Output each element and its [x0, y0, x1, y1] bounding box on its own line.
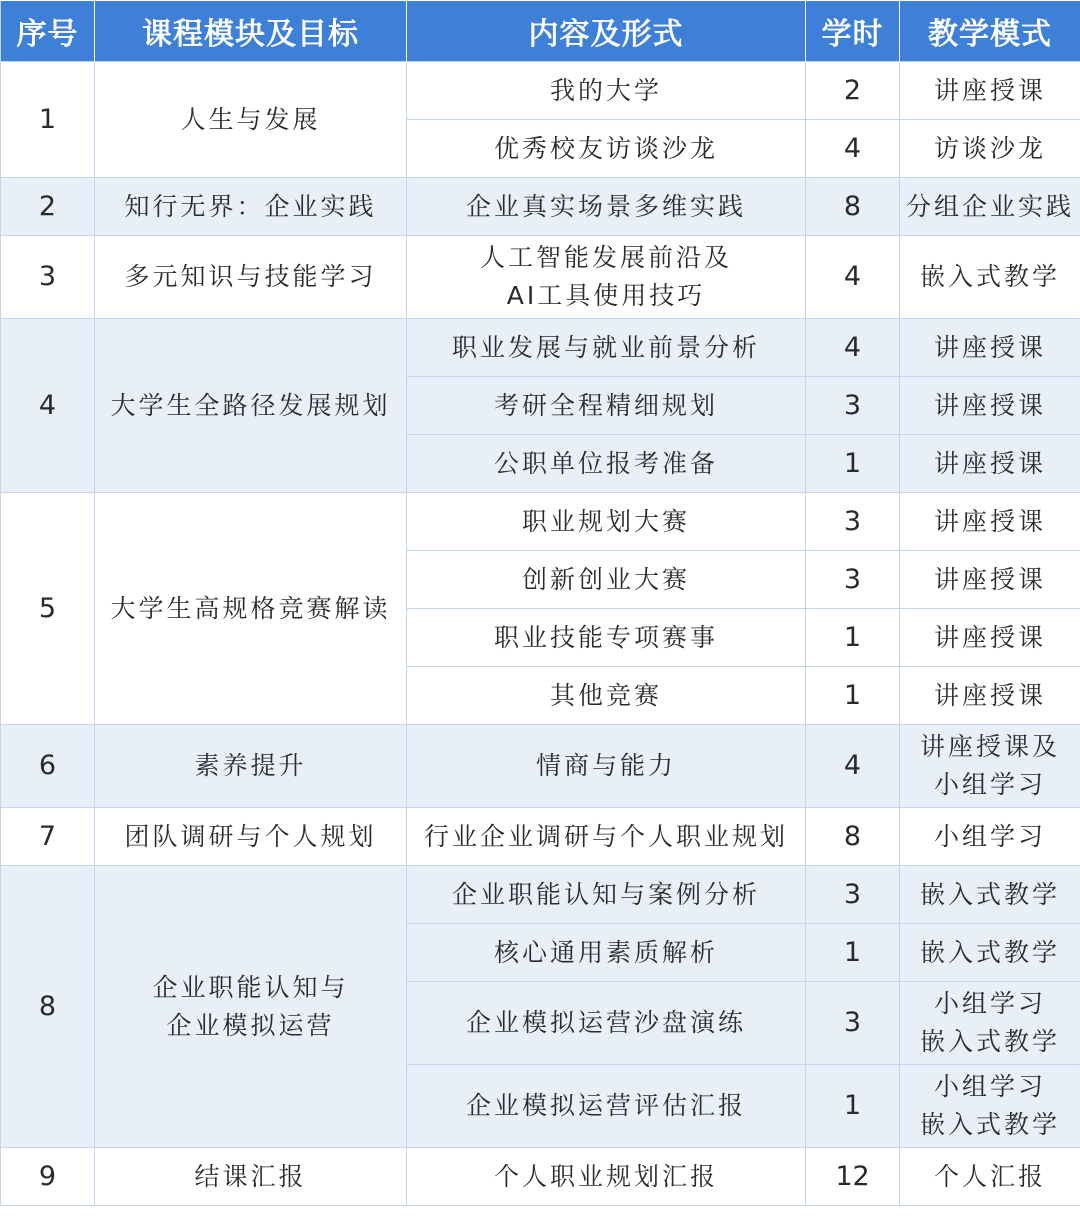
hours-cell: 1 — [806, 924, 900, 982]
table-row — [1, 866, 1080, 924]
module-group — [1, 319, 1080, 493]
table-row — [1, 62, 1080, 120]
mode-cell: 分组企业实践 — [900, 178, 1080, 236]
header-hours: 学时 — [806, 1, 900, 62]
module-number: 3 — [1, 236, 95, 319]
module-title: 多元知识与技能学习 — [95, 236, 407, 319]
hours-cell: 4 — [806, 319, 900, 377]
content-cell: 情商与能力 — [407, 725, 806, 808]
module-title: 结课汇报 — [95, 1148, 407, 1206]
content-cell: 企业真实场景多维实践 — [407, 178, 806, 236]
module-number: 4 — [1, 319, 95, 493]
content-cell: 创新创业大赛 — [407, 551, 806, 609]
table-row — [1, 808, 1080, 866]
module-group — [1, 808, 1080, 866]
module-group — [1, 493, 1080, 725]
hours-cell: 8 — [806, 178, 900, 236]
module-group — [1, 62, 1080, 178]
mode-cell: 嵌入式教学 — [900, 236, 1080, 319]
module-number: 1 — [1, 62, 95, 178]
table-row — [1, 1148, 1080, 1206]
hours-cell: 3 — [806, 493, 900, 551]
table-row — [1, 493, 1080, 551]
hours-cell: 8 — [806, 808, 900, 866]
content-cell: 其他竞赛 — [407, 667, 806, 725]
content-cell: 企业职能认知与案例分析 — [407, 866, 806, 924]
content-cell: 企业模拟运营评估汇报 — [407, 1065, 806, 1148]
hours-cell: 3 — [806, 982, 900, 1065]
module-number: 2 — [1, 178, 95, 236]
module-number: 7 — [1, 808, 95, 866]
module-group — [1, 178, 1080, 236]
hours-cell: 4 — [806, 236, 900, 319]
module-group — [1, 236, 1080, 319]
mode-cell: 讲座授课 — [900, 62, 1080, 120]
hours-cell: 1 — [806, 609, 900, 667]
module-number: 8 — [1, 866, 95, 1148]
content-cell: 职业发展与就业前景分析 — [407, 319, 806, 377]
hours-cell: 3 — [806, 551, 900, 609]
mode-cell: 讲座授课及 小组学习 — [900, 725, 1080, 808]
content-cell: 公职单位报考准备 — [407, 435, 806, 493]
content-cell: 个人职业规划汇报 — [407, 1148, 806, 1206]
module-title: 企业职能认知与 企业模拟运营 — [95, 866, 407, 1148]
header-module: 课程模块及目标 — [95, 1, 407, 62]
mode-cell: 小组学习 — [900, 808, 1080, 866]
content-cell: 人工智能发展前沿及 AI工具使用技巧 — [407, 236, 806, 319]
hours-cell: 3 — [806, 377, 900, 435]
module-number: 5 — [1, 493, 95, 725]
mode-cell: 嵌入式教学 — [900, 924, 1080, 982]
content-cell: 企业模拟运营沙盘演练 — [407, 982, 806, 1065]
hours-cell: 2 — [806, 62, 900, 120]
module-title: 大学生高规格竞赛解读 — [95, 493, 407, 725]
mode-cell: 讲座授课 — [900, 435, 1080, 493]
mode-cell: 嵌入式教学 — [900, 866, 1080, 924]
hours-cell: 1 — [806, 435, 900, 493]
table-row — [1, 178, 1080, 236]
hours-cell: 1 — [806, 1065, 900, 1148]
mode-cell: 讲座授课 — [900, 377, 1080, 435]
content-cell: 职业技能专项赛事 — [407, 609, 806, 667]
table-row — [1, 319, 1080, 377]
hours-cell: 1 — [806, 667, 900, 725]
module-group — [1, 866, 1080, 1148]
module-title: 大学生全路径发展规划 — [95, 319, 407, 493]
content-cell: 我的大学 — [407, 62, 806, 120]
mode-cell: 讲座授课 — [900, 551, 1080, 609]
content-cell: 优秀校友访谈沙龙 — [407, 120, 806, 178]
table-row — [1, 725, 1080, 808]
module-group — [1, 725, 1080, 808]
mode-cell: 讲座授课 — [900, 319, 1080, 377]
header-content: 内容及形式 — [407, 1, 806, 62]
mode-cell: 讲座授课 — [900, 493, 1080, 551]
hours-cell: 3 — [806, 866, 900, 924]
hours-cell: 4 — [806, 725, 900, 808]
header-mode: 教学模式 — [900, 1, 1080, 62]
table-row — [1, 236, 1080, 319]
module-title: 素养提升 — [95, 725, 407, 808]
hours-cell: 4 — [806, 120, 900, 178]
content-cell: 行业企业调研与个人职业规划 — [407, 808, 806, 866]
module-title: 知行无界：企业实践 — [95, 178, 407, 236]
header-no: 序号 — [1, 1, 95, 62]
module-group — [1, 1148, 1080, 1206]
module-title: 团队调研与个人规划 — [95, 808, 407, 866]
header-row — [1, 1, 1080, 62]
module-number: 6 — [1, 725, 95, 808]
mode-cell: 访谈沙龙 — [900, 120, 1080, 178]
mode-cell: 讲座授课 — [900, 667, 1080, 725]
module-title: 人生与发展 — [95, 62, 407, 178]
mode-cell: 个人汇报 — [900, 1148, 1080, 1206]
mode-cell: 小组学习 嵌入式教学 — [900, 982, 1080, 1065]
content-cell: 核心通用素质解析 — [407, 924, 806, 982]
content-cell: 考研全程精细规划 — [407, 377, 806, 435]
mode-cell: 讲座授课 — [900, 609, 1080, 667]
hours-cell: 12 — [806, 1148, 900, 1206]
module-number: 9 — [1, 1148, 95, 1206]
mode-cell: 小组学习 嵌入式教学 — [900, 1065, 1080, 1148]
content-cell: 职业规划大赛 — [407, 493, 806, 551]
